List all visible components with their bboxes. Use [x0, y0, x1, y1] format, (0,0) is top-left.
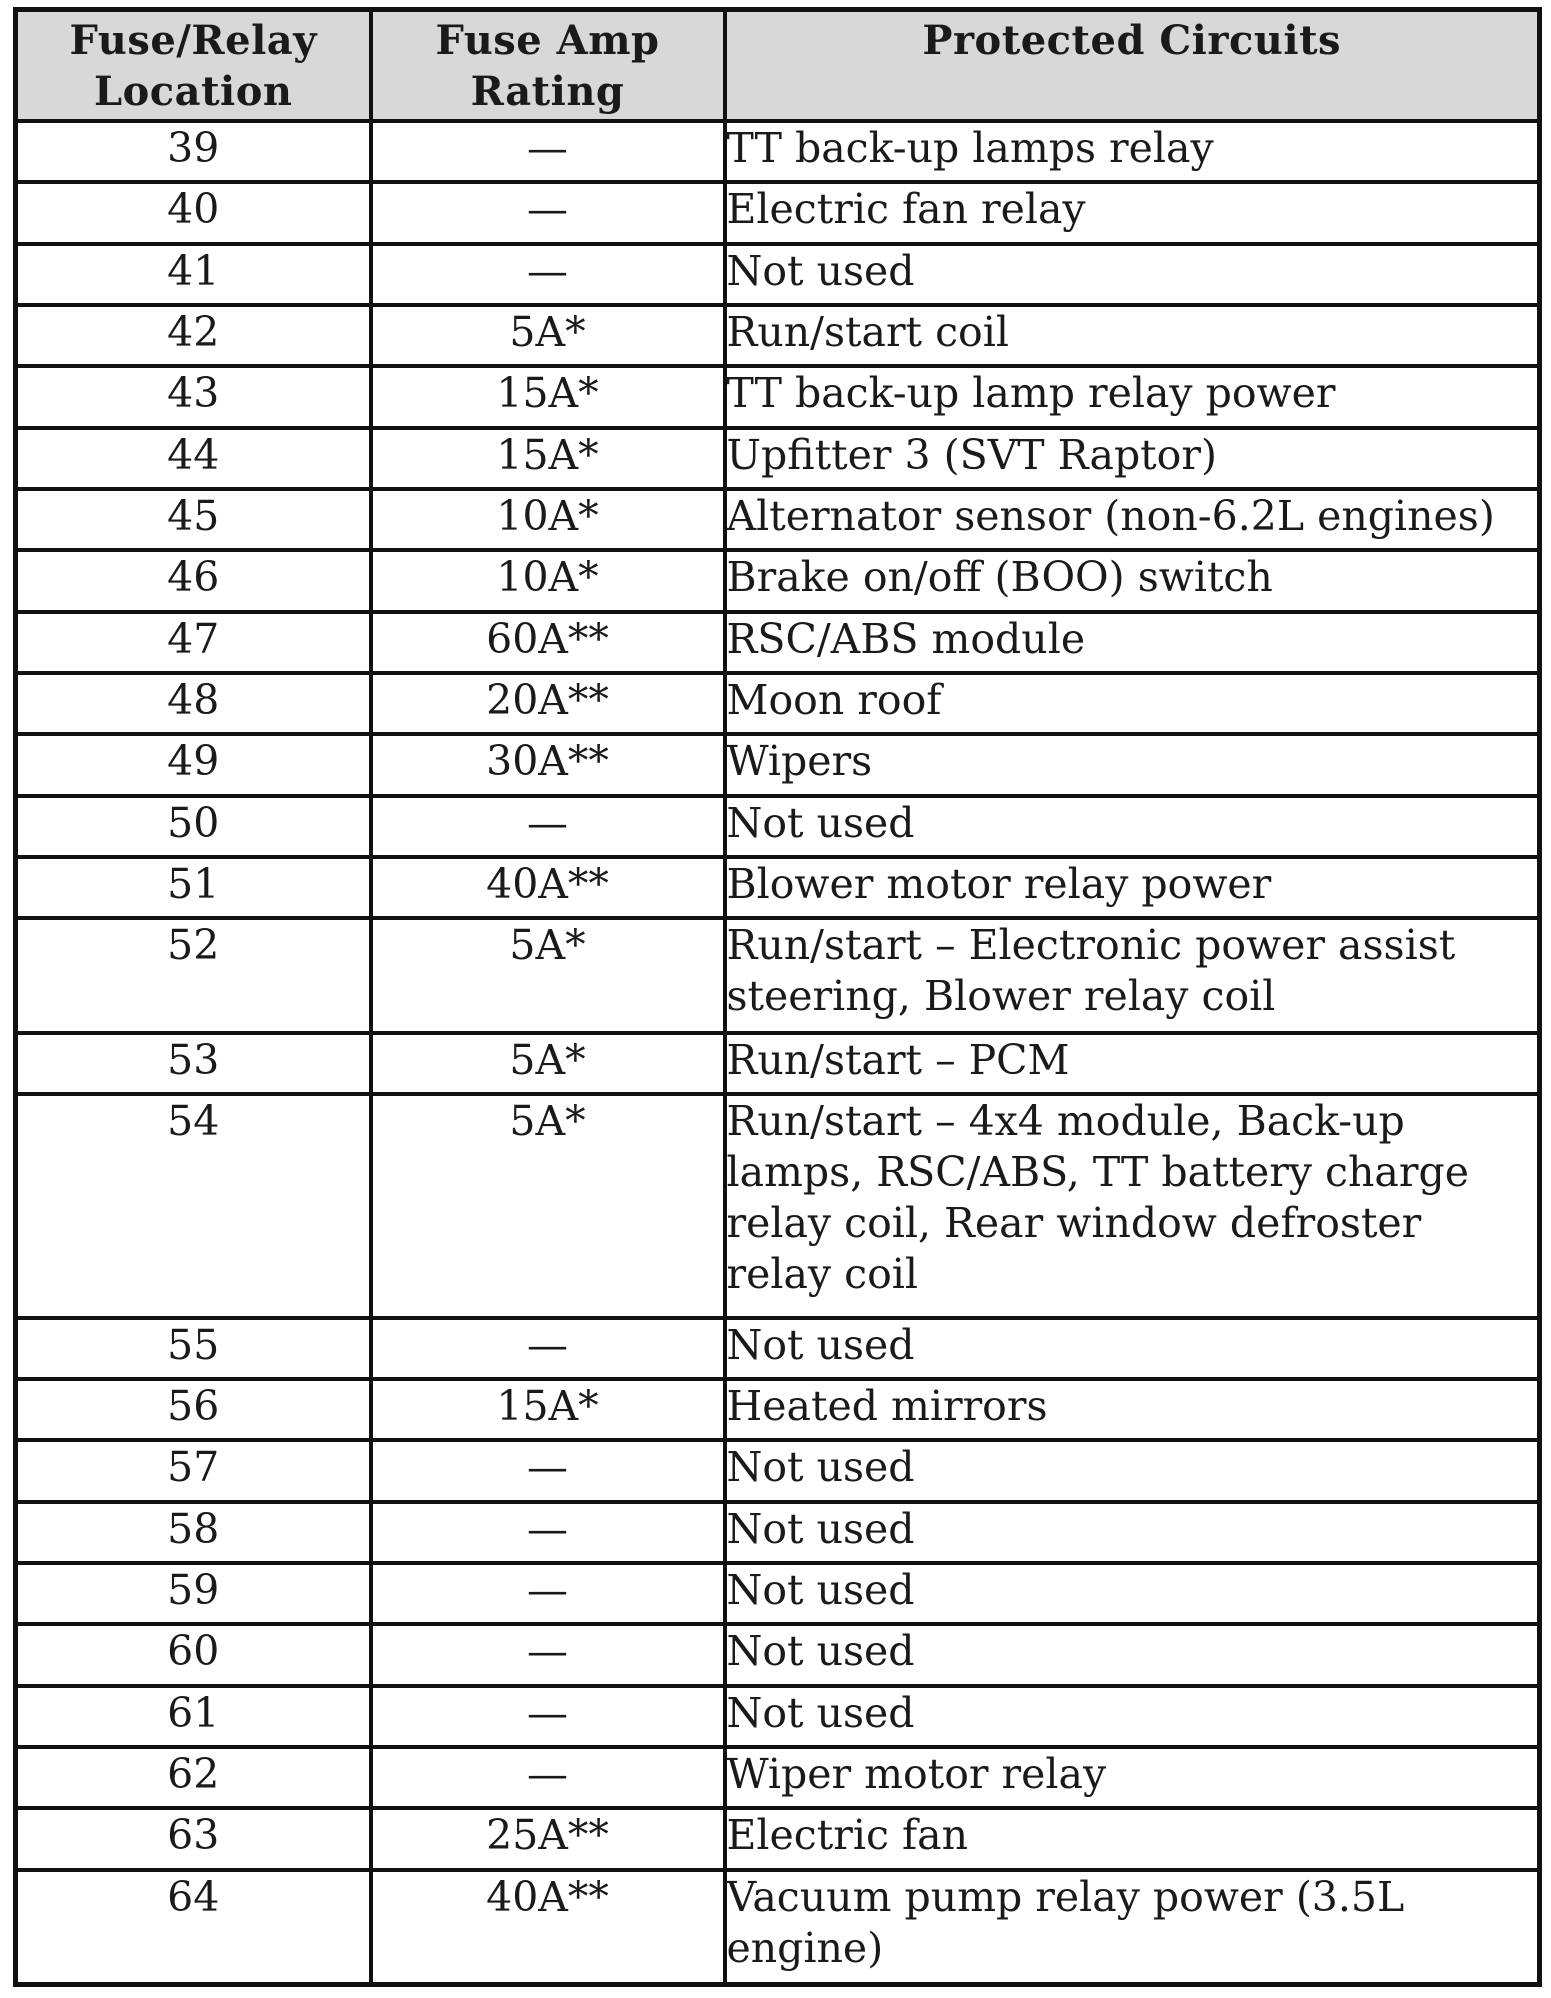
- protected-circuit-cell: Run/start – 4x4 module, Back-up lamps, RSC/ABS, TT battery charge relay coil, Rear window defroster relay coil: [725, 1094, 1540, 1318]
- fuse-location-cell: 42: [16, 305, 371, 366]
- fuse-amp-cell: —: [371, 796, 725, 857]
- fuse-amp-cell: 5A*: [371, 1033, 725, 1094]
- fuse-table: [13, 7, 1542, 1987]
- fuse-amp-cell: 15A*: [371, 366, 725, 427]
- fuse-location-cell: 56: [16, 1379, 371, 1440]
- protected-circuit-cell: Not used: [725, 1686, 1540, 1747]
- protected-circuit-cell: TT back-up lamps relay: [725, 121, 1540, 182]
- protected-circuit-cell: Electric fan relay: [725, 182, 1540, 243]
- table-row: [16, 428, 1540, 489]
- protected-circuit-cell: Not used: [725, 1624, 1540, 1685]
- fuse-location-cell: 62: [16, 1747, 371, 1808]
- fuse-amp-cell: —: [371, 1502, 725, 1563]
- table-row: [16, 612, 1540, 673]
- table-row: [16, 1747, 1540, 1808]
- fuse-location-cell: 46: [16, 550, 371, 611]
- table-row: [16, 1808, 1540, 1869]
- protected-circuit-cell: Moon roof: [725, 673, 1540, 734]
- header-location: Fuse/Relay Location: [16, 10, 371, 122]
- protected-circuit-cell: Not used: [725, 1563, 1540, 1624]
- fuse-amp-cell: 10A*: [371, 550, 725, 611]
- fuse-location-cell: 41: [16, 244, 371, 305]
- fuse-location-cell: 55: [16, 1318, 371, 1379]
- table-body: [16, 121, 1540, 1985]
- fuse-location-cell: 51: [16, 857, 371, 918]
- table-row: [16, 121, 1540, 182]
- protected-circuit-cell: Not used: [725, 1440, 1540, 1501]
- table-row: [16, 489, 1540, 550]
- table-header: [16, 10, 1540, 122]
- fuse-location-cell: 57: [16, 1440, 371, 1501]
- fuse-location-cell: 47: [16, 612, 371, 673]
- fuse-amp-cell: —: [371, 1563, 725, 1624]
- fuse-amp-cell: 25A**: [371, 1808, 725, 1869]
- protected-circuit-cell: Alternator sensor (non-6.2L engines): [725, 489, 1540, 550]
- fuse-location-cell: 52: [16, 918, 371, 1032]
- fuse-amp-cell: 15A*: [371, 1379, 725, 1440]
- fuse-location-cell: 63: [16, 1808, 371, 1869]
- fuse-location-cell: 49: [16, 734, 371, 795]
- table-row: [16, 918, 1540, 1032]
- fuse-amp-cell: 5A*: [371, 918, 725, 1032]
- protected-circuit-cell: Electric fan: [725, 1808, 1540, 1869]
- fuse-location-cell: 53: [16, 1033, 371, 1094]
- fuse-amp-cell: 10A*: [371, 489, 725, 550]
- fuse-location-cell: 44: [16, 428, 371, 489]
- table-row: [16, 1379, 1540, 1440]
- table-row: [16, 305, 1540, 366]
- table-row: [16, 1502, 1540, 1563]
- table-row: [16, 1094, 1540, 1318]
- fuse-location-cell: 50: [16, 796, 371, 857]
- protected-circuit-cell: Not used: [725, 244, 1540, 305]
- fuse-amp-cell: —: [371, 1686, 725, 1747]
- fuse-location-cell: 60: [16, 1624, 371, 1685]
- table-row: [16, 1870, 1540, 1985]
- fuse-location-cell: 48: [16, 673, 371, 734]
- table-row: [16, 244, 1540, 305]
- protected-circuit-cell: Heated mirrors: [725, 1379, 1540, 1440]
- fuse-amp-cell: —: [371, 182, 725, 243]
- fuse-amp-cell: 40A**: [371, 857, 725, 918]
- fuse-location-cell: 64: [16, 1870, 371, 1985]
- header-protected-circuits: Protected Circuits: [725, 10, 1540, 122]
- fuse-location-cell: 45: [16, 489, 371, 550]
- fuse-location-cell: 59: [16, 1563, 371, 1624]
- protected-circuit-cell: Wipers: [725, 734, 1540, 795]
- table-row: [16, 857, 1540, 918]
- protected-circuit-cell: TT back-up lamp relay power: [725, 366, 1540, 427]
- fuse-amp-cell: 5A*: [371, 305, 725, 366]
- protected-circuit-cell: Wiper motor relay: [725, 1747, 1540, 1808]
- fuse-amp-cell: —: [371, 244, 725, 305]
- protected-circuit-cell: Not used: [725, 796, 1540, 857]
- fuse-location-cell: 61: [16, 1686, 371, 1747]
- table-row: [16, 734, 1540, 795]
- table-row: [16, 1440, 1540, 1501]
- fuse-location-cell: 43: [16, 366, 371, 427]
- fuse-amp-cell: —: [371, 121, 725, 182]
- protected-circuit-cell: Brake on/off (BOO) switch: [725, 550, 1540, 611]
- table-row: [16, 1624, 1540, 1685]
- table-row: [16, 550, 1540, 611]
- fuse-location-cell: 39: [16, 121, 371, 182]
- fuse-amp-cell: —: [371, 1318, 725, 1379]
- table-row: [16, 673, 1540, 734]
- fuse-location-cell: 54: [16, 1094, 371, 1318]
- fuse-location-cell: 58: [16, 1502, 371, 1563]
- fuse-location-cell: 40: [16, 182, 371, 243]
- protected-circuit-cell: Not used: [725, 1318, 1540, 1379]
- table-row: [16, 1686, 1540, 1747]
- table-row: [16, 1318, 1540, 1379]
- table-row: [16, 796, 1540, 857]
- fuse-amp-cell: —: [371, 1440, 725, 1501]
- protected-circuit-cell: Run/start – Electronic power assist steering, Blower relay coil: [725, 918, 1540, 1032]
- fuse-amp-cell: 5A*: [371, 1094, 725, 1318]
- protected-circuit-cell: Vacuum pump relay power (3.5L engine): [725, 1870, 1540, 1985]
- protected-circuit-cell: Run/start coil: [725, 305, 1540, 366]
- protected-circuit-cell: Blower motor relay power: [725, 857, 1540, 918]
- table-row: [16, 182, 1540, 243]
- protected-circuit-cell: Not used: [725, 1502, 1540, 1563]
- header-row: [16, 10, 1540, 122]
- header-amp-rating: Fuse Amp Rating: [371, 10, 725, 122]
- protected-circuit-cell: RSC/ABS module: [725, 612, 1540, 673]
- fuse-amp-cell: 30A**: [371, 734, 725, 795]
- fuse-amp-cell: —: [371, 1624, 725, 1685]
- table-row: [16, 1033, 1540, 1094]
- fuse-amp-cell: 20A**: [371, 673, 725, 734]
- fuse-amp-cell: 15A*: [371, 428, 725, 489]
- protected-circuit-cell: Run/start – PCM: [725, 1033, 1540, 1094]
- table-row: [16, 1563, 1540, 1624]
- fuse-amp-cell: 40A**: [371, 1870, 725, 1985]
- fuse-amp-cell: 60A**: [371, 612, 725, 673]
- table-row: [16, 366, 1540, 427]
- fuse-amp-cell: —: [371, 1747, 725, 1808]
- protected-circuit-cell: Upfitter 3 (SVT Raptor): [725, 428, 1540, 489]
